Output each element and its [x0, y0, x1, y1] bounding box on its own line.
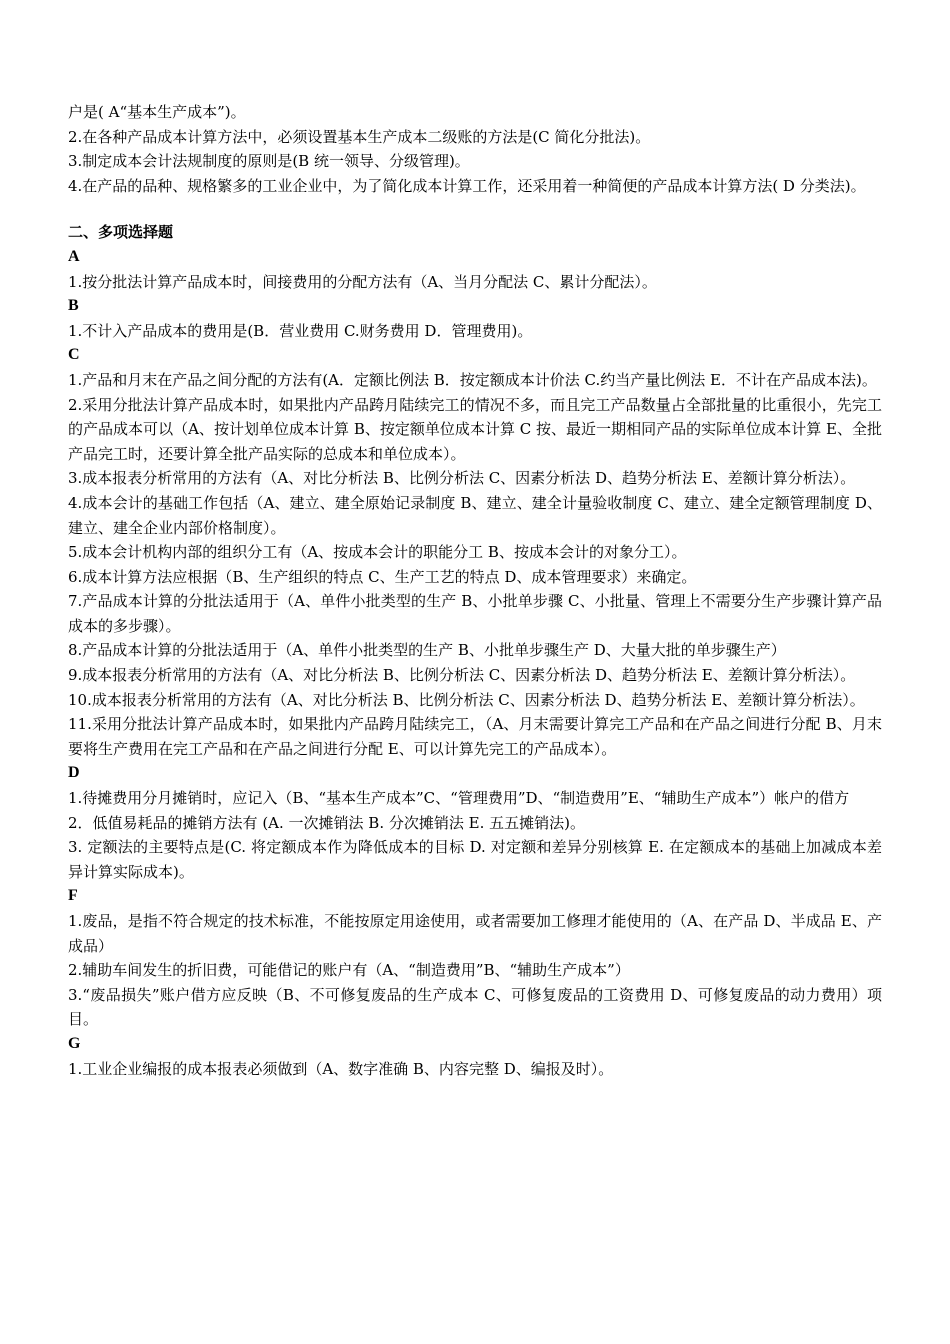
- group-b: [68, 294, 882, 343]
- paragraph: 3.制定成本会计法规制度的原则是(B 统一领导、分级管理)。: [68, 152, 470, 171]
- part-one-tail: [68, 100, 882, 198]
- group-letter: G: [68, 1034, 81, 1052]
- group-letter: F: [68, 887, 78, 905]
- question-item: 1.不计入产品成本的费用是(B．营业费用 C.财务费用 D．管理费用)。: [68, 321, 533, 340]
- question-item: 8.产品成本计算的分批法适用于（A、单件小批类型的生产 B、小批单步骤生产 D、大量大批的单步骤生产）: [68, 641, 786, 660]
- paragraph: 2.在各种产品成本计算方法中，必须设置基本生产成本二级账的方法是(C 简化分批法)。: [68, 127, 651, 146]
- section-spacer: [68, 198, 882, 220]
- group-letter: C: [68, 346, 80, 364]
- group-a: [68, 245, 882, 294]
- group-letter: D: [68, 764, 80, 782]
- question-item: 2．低值易耗品的摊销方法有 (A. 一次摊销法 B. 分次摊销法 E. 五五摊销法)。: [68, 813, 585, 832]
- group-letter: B: [68, 297, 79, 315]
- question-item: 10.成本报表分析常用的方法有（A、对比分析法 B、比例分析法 C、因素分析法 D、趋势分析法 E、差额计算分析法）。: [68, 690, 865, 709]
- question-item: 2.辅助车间发生的折旧费，可能借记的账户有（A、“制造费用”B、“辅助生产成本”）: [68, 961, 630, 980]
- question-item: 2.采用分批法计算产品成本时，如果批内产品跨月陆续完工的情况不多，而且完工产品数量占全部批量的比重很小，先完工的产品成本可以（A、按计划单位成本计算 B、按定额单位成本计算 C 按、最近一期相同产品的实际单位成本计算 E、全批产品完工时，还要计算全批产品实际的总成本和单位成本）。: [68, 395, 882, 463]
- paragraph: 4.在产品的品种、规格繁多的工业企业中，为了简化成本计算工作，还采用着一种简便的产品成本计算方法( D 分类法)。: [68, 176, 866, 195]
- question-item: 1.按分批法计算产品成本时，间接费用的分配方法有（A、当月分配法 C、累计分配法）。: [68, 272, 657, 291]
- question-item: 9.成本报表分析常用的方法有（A、对比分析法 B、比例分析法 C、因素分析法 D、趋势分析法 E、差额计算分析法）。: [68, 666, 856, 685]
- group-f: [68, 884, 882, 1032]
- section-multiple-choice: [68, 220, 882, 1081]
- question-item: 6.成本计算方法应根据（B、生产组织的特点 C、生产工艺的特点 D、成本管理要求）来确定。: [68, 567, 697, 586]
- question-item: 7.产品成本计算的分批法适用于（A、单件小批类型的生产 B、小批单步骤 C、小批量、管理上不需要分生产步骤计算产品成本的多步骤）。: [68, 592, 882, 635]
- question-item: 1.废品，是指不符合规定的技术标准，不能按原定用途使用，或者需要加工修理才能使用的（A、在产品 D、半成品 E、产成品）: [68, 912, 882, 955]
- question-item: 11.采用分批法计算产品成本时，如果批内产品跨月陆续完工，（A、月末需要计算完工产品和在产品之间进行分配 B、月末要将生产费用在完工产品和在产品之间进行分配 E、可以计算先完工的产品成本）。: [68, 715, 882, 758]
- group-d: [68, 761, 882, 884]
- group-letter: A: [68, 247, 80, 265]
- question-item: 1.产品和月末在产品之间分配的方法有(A．定额比例法 B．按定额成本计价法 C.约当产量比例法 E．不计在产品成本法)。: [68, 370, 877, 389]
- paragraph: 户是( A“基本生产成本”)。: [68, 103, 246, 121]
- question-item: 3. 定额法的主要特点是(C. 将定额成本作为降低成本的目标 D. 对定额和差异分别核算 E. 在定额成本的基础上加减成本差异计算实际成本)。: [68, 838, 882, 881]
- question-item: 4.成本会计的基础工作包括（A、建立、建全原始记录制度 B、建立、建全计量验收制度 C、建立、建全定额管理制度 D、建立、建全企业内部价格制度）。: [68, 493, 882, 537]
- question-item: 1.工业企业编报的成本报表必须做到（A、数字准确 B、内容完整 D、编报及时）。: [68, 1059, 614, 1078]
- group-c: [68, 343, 882, 761]
- question-item: 5.成本会计机构内部的组织分工有（A、按成本会计的职能分工 B、按成本会计的对象分工）。: [68, 543, 687, 562]
- group-g: [68, 1032, 882, 1081]
- question-item: 3.“废品损失”账户借方应反映（B、不可修复废品的生产成本 C、可修复废品的工资费用 D、可修复废品的动力费用）项目。: [68, 985, 882, 1029]
- section-heading: 二、多项选择题: [68, 223, 174, 242]
- question-item: 1.待摊费用分月摊销时，应记入（B、“基本生产成本”C、“管理费用”D、“制造费用”E、“辅助生产成本”）帐户的借方: [68, 789, 850, 808]
- question-item: 3.成本报表分析常用的方法有（A、对比分析法 B、比例分析法 C、因素分析法 D、趋势分析法 E、差额计算分析法）。: [68, 469, 856, 488]
